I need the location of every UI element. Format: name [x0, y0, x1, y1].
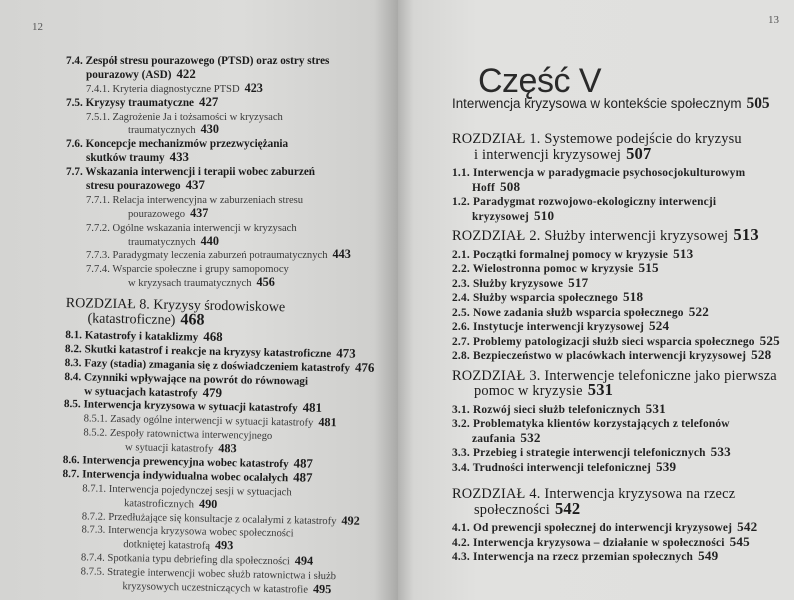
- toc-entry-sub[interactable]: [66, 80, 396, 97]
- toc-entry-section[interactable]: [452, 274, 792, 292]
- toc-entry-page: 532: [520, 429, 541, 445]
- toc-entry-title: Ogólne wskazania interwencji w kryzysach: [112, 222, 297, 234]
- toc-entry-line: [452, 143, 792, 164]
- toc-entry-line: [452, 349, 792, 364]
- toc-entry-line: [452, 262, 792, 277]
- toc-entry-line: [86, 111, 396, 125]
- toc-entry-page: 533: [710, 444, 731, 459]
- toc-entry-title: Nowe zadania służb wsparcia społecznego: [472, 306, 684, 319]
- toc-entry-number: ROZDZIAŁ 3.: [452, 367, 541, 384]
- toc-entry-title: pourazowy (ASD): [86, 68, 172, 81]
- toc-entry-page: 542: [737, 519, 758, 534]
- toc-entry-line: [452, 291, 792, 306]
- toc-entry-title: Interwencje telefoniczne jako pierwsza: [544, 367, 777, 384]
- toc-entry-line: [66, 138, 396, 152]
- toc-entry-title: Kryzysy środowiskowe: [153, 297, 286, 316]
- toc-entry-page: 507: [626, 143, 652, 163]
- toc-entry-number: 3.3.: [452, 447, 470, 459]
- toc-entry-page: 483: [218, 441, 237, 456]
- toc-entry-title: (katastroficzne): [87, 311, 176, 329]
- toc-entry-title: traumatycznych: [128, 236, 196, 248]
- toc-entry-line: [452, 400, 792, 418]
- toc-entry-title: społeczności: [474, 501, 550, 518]
- toc-entry-title: Wsparcie społeczne i grupy samopomocy: [112, 264, 289, 276]
- toc-lower-block: [60, 296, 396, 599]
- toc-entry-page: 517: [568, 274, 589, 290]
- toc-entry-section[interactable]: [452, 458, 792, 476]
- toc-entry-chapter[interactable]: [452, 487, 792, 518]
- toc-entry-page: 427: [199, 94, 219, 109]
- toc-entry-title: Służby kryzysowe: [472, 277, 564, 290]
- toc-entry-number: 2.7.: [452, 335, 470, 348]
- table-of-contents-left: [62, 55, 396, 597]
- toc-entry-section[interactable]: [452, 446, 792, 461]
- toc-entry-title: Skutki katastrof i reakcje na kryzysy katastroficzne: [84, 343, 332, 361]
- toc-entry-title: Bezpieczeństwo w placówkach interwencji kryzysowej: [472, 350, 747, 362]
- toc-entry-number: 7.5.: [66, 96, 83, 109]
- toc-entry-title: Wskazania interwencji i terapii wobec zaburzeń: [85, 166, 316, 179]
- toc-entry-line: [66, 166, 396, 180]
- toc-entry-title: Paradygmat rozwojowo-ekologiczny interwencji: [472, 196, 717, 208]
- toc-entry-sub[interactable]: [66, 194, 396, 222]
- toc-entry-title: Służby wsparcia społecznego: [472, 292, 618, 304]
- toc-entry-line: [86, 194, 396, 208]
- toc-entry-page: 443: [332, 247, 351, 262]
- toc-entry-page: 437: [185, 178, 205, 193]
- toc-entry-page: 545: [729, 533, 750, 549]
- toc-entry-title: Koncepcje mechanizmów przezwyciężania: [85, 138, 289, 151]
- toc-entry-chapter[interactable]: [452, 369, 792, 400]
- toc-entry-number: 1.2.: [452, 196, 470, 208]
- toc-entry-number: 7.7.: [66, 166, 83, 179]
- toc-entry-title: Początki formalnej pomocy w kryzysie: [472, 248, 669, 261]
- toc-entry-title: kryzysowych uczestniczących w katastrofie: [122, 581, 309, 596]
- toc-entry-title: Interwencja na rzecz przemian społecznych: [472, 551, 694, 563]
- toc-entry-number: 7.4.: [66, 55, 83, 67]
- toc-entry-page: 549: [698, 548, 719, 563]
- toc-entry-number: ROZDZIAŁ 2.: [452, 228, 541, 244]
- toc-entry-title: Zasady ogólne interwencji w sytuacji katastrofy: [110, 414, 314, 430]
- toc-entry-page: 522: [688, 303, 709, 319]
- toc-entry-section[interactable]: [452, 166, 792, 195]
- toc-entry-title: skutków traumy: [86, 152, 165, 165]
- toc-entry-title: zaufania: [472, 432, 516, 445]
- toc-entry-title: Interwencja indywidualna wobec ocalałych: [82, 468, 289, 485]
- toc-entry-page: 468: [180, 311, 205, 329]
- toc-entry-number: 8.7.3.: [81, 524, 106, 537]
- toc-entry-page: 433: [169, 150, 189, 165]
- toc-entry-number: 7.7.2.: [86, 222, 110, 234]
- toc-entry-line: [66, 66, 396, 83]
- toc-entry-page: 487: [293, 456, 314, 471]
- toc-entry-page: 473: [336, 346, 356, 361]
- toc-entry-line: [66, 94, 396, 111]
- toc-entry-page: 422: [176, 66, 196, 81]
- toc-entry-title: Systemowe podejście do kryzysu: [544, 131, 742, 147]
- toc-entry-title: Hoff: [472, 181, 495, 194]
- toc-entry-number: 4.3.: [452, 551, 470, 563]
- toc-entry-number: 8.7.5.: [80, 566, 105, 579]
- toc-entry-title: pourazowego: [128, 208, 186, 220]
- toc-entry-page: 437: [190, 205, 209, 220]
- toc-entry-title: Kryzysy traumatyczne: [85, 96, 195, 109]
- toc-entry-line: [452, 458, 792, 476]
- toc-entry-number: 2.3.: [452, 277, 470, 290]
- toc-entry-title: Interwencja kryzysowa w sytuacji katastrofy: [83, 398, 298, 416]
- toc-entry-number: 8.4.: [64, 370, 82, 384]
- toc-entry-title: kryzysowej: [472, 210, 530, 223]
- toc-entry-title: i interwencji kryzysowej: [474, 146, 622, 163]
- toc-entry-page: 528: [751, 347, 772, 362]
- toc-entry-number: 8.6.: [62, 454, 80, 467]
- toc-entry-line: [66, 180, 396, 194]
- right-page: [398, 0, 794, 600]
- toc-entry-number: 7.7.1.: [86, 194, 110, 206]
- toc-entry-page: 524: [649, 318, 670, 333]
- toc-entry-line: [86, 222, 396, 236]
- toc-entry-sub[interactable]: [66, 263, 396, 291]
- toc-entry-line: [452, 429, 792, 447]
- toc-entry-title: Od prewencji społecznej do interwencji kryzysowej: [472, 522, 733, 534]
- toc-entry-number: 3.1.: [452, 403, 470, 416]
- toc-entry-sub[interactable]: [66, 222, 396, 250]
- toc-entry-number: 8.7.4.: [80, 552, 105, 565]
- toc-entry-line: [452, 245, 792, 263]
- toc-entry-number: 7.7.3.: [86, 250, 110, 262]
- toc-entry-page: 492: [341, 513, 360, 528]
- toc-entry-number: 4.2.: [452, 536, 470, 549]
- toc-entry-page: 481: [302, 401, 323, 416]
- toc-entry-title: Paradygmaty leczenia zaburzeń potraumatycznych: [112, 250, 328, 262]
- toc-entry-section[interactable]: [66, 166, 396, 194]
- toc-entry-title: traumatycznych: [128, 125, 196, 137]
- toc-entry-number: 8.3.: [64, 356, 82, 370]
- toc-entry-number: 7.4.1.: [86, 83, 110, 95]
- toc-entry-title: Interwencja pojedynczej sesji w sytuacjach: [108, 483, 292, 499]
- toc-entry-title: w kryzysach traumatycznych: [128, 278, 252, 290]
- toc-entry-chapter[interactable]: [452, 225, 792, 245]
- toc-entry-number: ROZDZIAŁ 8.: [65, 296, 150, 313]
- toc-entry-section[interactable]: [452, 245, 792, 263]
- toc-entry-page: 495: [312, 581, 332, 597]
- toc-entry-page: 487: [293, 470, 313, 485]
- toc-entry-section[interactable]: [452, 400, 792, 418]
- toc-entry-line: [452, 446, 792, 461]
- toc-entry-page: 423: [244, 80, 263, 95]
- toc-entry-title: Problemy patologizacji służb sieci wsparcia społecznego: [472, 335, 755, 348]
- toc-entry-number: 8.7.2.: [81, 511, 106, 523]
- toc-entry-title: dotkniętej katastrofą: [123, 539, 211, 553]
- toc-entry-section[interactable]: [452, 550, 792, 565]
- toc-entry-title: Zespół stresu pourazowego (PTSD) oraz ostry stres: [85, 55, 330, 67]
- toc-entry-number: 2.5.: [452, 306, 470, 319]
- toc-entry-page: 513: [673, 245, 694, 261]
- toc-entry-section[interactable]: [452, 332, 792, 350]
- toc-entry-number: 8.5.: [63, 398, 81, 411]
- toc-entry-line: [86, 80, 396, 97]
- toc-entry-title: Spotkania typu debriefing dla społeczności: [107, 553, 290, 568]
- toc-entry-number: ROZDZIAŁ 4.: [452, 486, 541, 502]
- toc-entry-title: w sytuacjach katastrofy: [84, 385, 198, 400]
- toc-entry-page: 456: [256, 275, 275, 290]
- toc-entry-title: Interwencja prewencyjna wobec katastrofy: [82, 454, 289, 471]
- toc-entry-line: [452, 178, 792, 196]
- toc-entry-number: 1.1.: [452, 167, 470, 179]
- toc-entry-line: [86, 124, 396, 138]
- toc-entry-number: 2.8.: [452, 350, 470, 362]
- page-number: 13: [768, 14, 779, 26]
- toc-entry-title: Instytucje interwencji kryzysowej: [472, 321, 645, 333]
- toc-entry-title: katastroficznych: [123, 497, 195, 511]
- toc-entry-line: [66, 152, 396, 166]
- toc-entry-line: [66, 55, 396, 69]
- toc-entry-sub[interactable]: [66, 249, 396, 263]
- toc-entry-page: 493: [214, 538, 234, 553]
- toc-entry-page: 518: [623, 289, 644, 304]
- toc-entry-page: 508: [499, 178, 521, 194]
- toc-entry-page: 510: [534, 207, 555, 223]
- table-of-contents-right: [452, 127, 792, 565]
- toc-entry-section[interactable]: [452, 195, 792, 224]
- toc-entry-section[interactable]: [452, 349, 792, 364]
- toc-entry-number: 8.5.1.: [83, 413, 108, 426]
- toc-entry-section[interactable]: [452, 533, 792, 551]
- toc-entry-line: [452, 550, 792, 565]
- toc-entry-title: Problematyka klientów korzystających z telefonów: [472, 418, 730, 430]
- toc-entry-number: 8.1.: [65, 329, 83, 342]
- toc-entry-page: 525: [759, 332, 780, 348]
- toc-entry-title: Przedłużające się konsultacje z ocalałymi z katastrofy: [108, 511, 337, 527]
- toc-entry-title: Czynniki wpływające na powrót do równowagi: [83, 371, 309, 388]
- toc-entry-page: 513: [733, 225, 759, 244]
- toc-entry-title: Fazy (stadia) zmagania się z doświadczeniem katastrofy: [84, 357, 351, 375]
- toc-entry-line: [452, 380, 792, 400]
- toc-entry-line: [86, 263, 396, 277]
- toc-entry-number: 4.1.: [452, 522, 470, 534]
- toc-entry-title: Rozwój sieci służb telefonicznych: [472, 403, 641, 416]
- toc-entry-section[interactable]: [452, 262, 792, 277]
- toc-entry-line: [452, 417, 792, 432]
- toc-entry-line: [452, 533, 792, 551]
- toc-entry-page: 440: [200, 233, 219, 248]
- toc-entry-title: Zagrożenie Ja i tożsamości w kryzysach: [112, 111, 283, 123]
- toc-entry-chapter[interactable]: [65, 296, 396, 332]
- toc-entry-page: 481: [318, 415, 337, 430]
- toc-entry-title: Strategie interwencji wobec służb ratownictwa i służb: [107, 567, 337, 583]
- toc-entry-page: 468: [203, 329, 223, 345]
- toc-entry-number: ROZDZIAŁ 1.: [452, 131, 541, 147]
- toc-entry-line: [452, 207, 792, 225]
- toc-entry-number: 2.1.: [452, 248, 470, 261]
- toc-entry-line: [452, 320, 792, 335]
- part-subtitle-page: 505: [746, 95, 770, 112]
- toc-entry-number: 7.6.: [66, 138, 83, 151]
- toc-entry-section[interactable]: [452, 291, 792, 306]
- toc-entry-line: [452, 132, 792, 148]
- toc-entry-page: 531: [645, 400, 666, 416]
- toc-entry-section[interactable]: [66, 55, 396, 83]
- toc-entry-page: 430: [200, 122, 219, 137]
- toc-entry-number: 7.5.1.: [86, 111, 110, 123]
- toc-entry-number: 2.6.: [452, 321, 470, 333]
- part-subtitle-text: Interwencja kryzysowa w kontekście społecznym: [452, 96, 742, 111]
- toc-entry-number: 7.7.4.: [86, 264, 110, 276]
- toc-entry-section[interactable]: [452, 303, 792, 321]
- page-number: 12: [32, 21, 43, 33]
- toc-entry-page: 531: [587, 380, 614, 399]
- toc-entry-page: 542: [554, 498, 581, 518]
- toc-entry-title: Wielostronna pomoc w kryzysie: [472, 263, 634, 275]
- toc-entry-page: 490: [198, 496, 218, 511]
- toc-entry-section[interactable]: [66, 138, 396, 166]
- toc-entry-title: pomoc w kryzysie: [474, 383, 583, 399]
- toc-entry-title: w sytuacji katastrofy: [124, 442, 214, 456]
- toc-entry-number: 8.2.: [64, 343, 82, 356]
- toc-entry-page: 476: [354, 360, 375, 375]
- toc-entry-line: [86, 277, 396, 291]
- toc-entry-title: Katastrofy i kataklizmy: [84, 329, 199, 344]
- toc-entry-number: 2.4.: [452, 292, 470, 304]
- toc-entry-line: [452, 303, 792, 321]
- toc-entry-number: 3.4.: [452, 461, 470, 474]
- toc-entry-section[interactable]: [452, 320, 792, 335]
- part-subtitle: [452, 96, 770, 111]
- toc-entry-line: [452, 369, 792, 385]
- toc-entry-page: 515: [638, 260, 659, 275]
- toc-entry-page: 494: [294, 553, 314, 569]
- toc-entry-line: [452, 195, 792, 210]
- toc-entry-line: [86, 205, 396, 222]
- part-title: Część V: [478, 62, 602, 100]
- toc-entry-section[interactable]: [66, 94, 396, 111]
- toc-entry-page: 479: [202, 385, 223, 400]
- toc-entry-section[interactable]: [452, 417, 792, 446]
- toc-entry-page: 539: [655, 458, 677, 474]
- toc-entry-title: stresu pourazowego: [86, 180, 181, 193]
- toc-entry-title: Kryteria diagnostyczne PTSD: [112, 83, 240, 95]
- toc-entry-number: 8.5.2.: [83, 427, 108, 440]
- toc-entry-number: 3.2.: [452, 418, 470, 430]
- toc-entry-title: Zespoły ratownictwa interwencyjnego: [109, 428, 273, 443]
- toc-entry-title: Interwencja kryzysowa wobec społeczności: [107, 525, 294, 541]
- toc-entry-title: Interwencja w paradygmacie psychosocjokulturowym: [472, 167, 746, 179]
- toc-entry-title: Relacja interwencyjna w zaburzeniach stresu: [112, 194, 304, 206]
- toc-entry-sub[interactable]: [66, 111, 396, 139]
- toc-entry-line: [452, 487, 792, 503]
- toc-entry-line: [452, 225, 792, 245]
- toc-entry-number: 2.2.: [452, 263, 470, 275]
- toc-entry-title: Służby interwencji kryzysowej: [544, 228, 729, 244]
- toc-entry-chapter[interactable]: [452, 132, 792, 163]
- toc-entry-line: [452, 332, 792, 350]
- toc-entry-title: Przebieg i strategie interwencji telefonicznych: [472, 447, 706, 459]
- toc-entry-number: 8.7.1.: [82, 483, 107, 495]
- toc-entry-sub[interactable]: [60, 565, 390, 599]
- toc-entry-number: 8.7.: [62, 468, 80, 481]
- toc-entry-title: Interwencja kryzysowa na rzecz: [544, 486, 736, 502]
- toc-entry-line: [452, 498, 792, 519]
- toc-entry-line: [86, 249, 396, 263]
- toc-entry-line: [452, 274, 792, 292]
- toc-entry-title: Trudności interwencji telefonicznej: [472, 461, 651, 474]
- toc-entry-title: Interwencja kryzysowa – działanie w społeczności: [472, 536, 725, 549]
